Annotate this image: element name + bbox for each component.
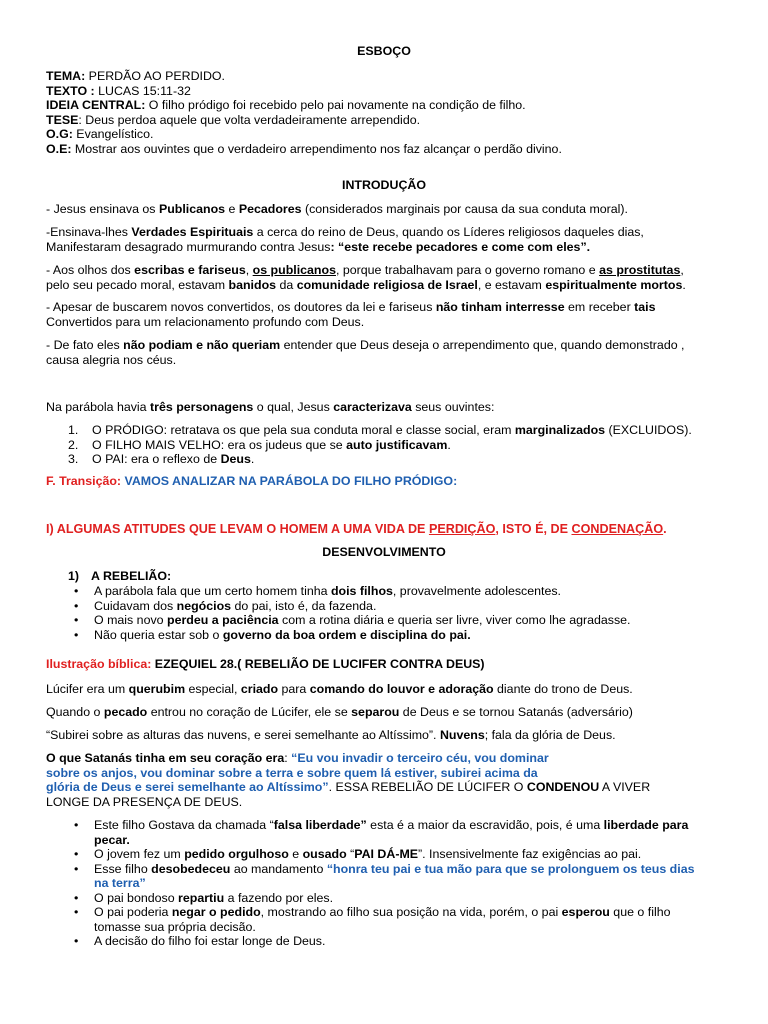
list-item: • O jovem fez um pedido orgulhoso e ousado “PAI DÁ-ME”. Insensivelmente faz exigências ao pai. [74, 847, 642, 861]
list-item: • A decisão do filho foi estar longe de Deus. [74, 934, 326, 948]
intro-paragraph-5: - De fato eles não podiam e não queriam entender que Deus deseja o arrependimento que, quando demonstrado , causa alegria nos céus. [46, 338, 685, 367]
parabola-intro: Na parábola havia três personagens o qual, Jesus caracterizava seus ouvintes: [46, 400, 495, 414]
texto-line: TEXTO : LUCAS 15:11-32 [46, 83, 191, 98]
list-item: • O mais novo perdeu a paciência com a rotina diária e queria ser livre, viver como lhe agradasse. [74, 613, 631, 627]
ilustracao-line: Ilustração bíblica: EZEQUIEL 28.( REBELIÃO DE LUCIFER CONTRA DEUS) [46, 657, 485, 671]
lucifer-paragraph-1: Lúcifer era um querubim especial, criado para comando do louvor e adoração diante do trono de Deus. [46, 682, 633, 696]
og-line: O.G: Evangelístico. [46, 127, 154, 141]
intro-paragraph-4: - Apesar de buscarem novos convertidos, os doutores da lei e fariseus não tinham interresse em receber tais Convertidos para um relacionamento profundo com Deus. [46, 300, 656, 329]
intro-paragraph-3: - Aos olhos dos escribas e fariseus, os publicanos, porque trabalhavam para o governo romano e as prostitutas, pelo seu pecado moral, estavam banidos da comunidade religiosa de Israel, e estavam espiritualmente mortos. [46, 263, 686, 292]
intro-paragraph-2: -Ensinava-lhes Verdades Espirituais a cerca do reino de Deus, quando os Líderes religiosos daqueles dias, Manifestaram desagrado murmurando contra Jesus: “este recebe pecadores e come com eles”. [46, 225, 644, 254]
oe-line: O.E: Mostrar aos ouvintes que o verdadeiro arrependimento nos faz alcançar o perdão divino. [46, 141, 562, 156]
rebeliao-heading: 1) A REBELIÃO: [68, 569, 172, 583]
list-item: 3. O PAI: era o reflexo de Deus. [68, 452, 255, 466]
desenvolvimento-heading: DESENVOLVIMENTO [322, 545, 446, 559]
lucifer-paragraph-2: Quando o pecado entrou no coração de Lúcifer, ele se separou de Deus e se tornou Satanás (adversário) [46, 705, 633, 719]
introducao-heading: INTRODUÇÃO [342, 178, 426, 192]
list-item: • Esse filho desobedeceu ao mandamento “honra teu pai e tua mão para que se prolonguem os teus dias na terra” [74, 861, 695, 890]
ideia-line: IDEIA CENTRAL: O filho pródigo foi recebido pelo pai novamente na condição de filho. [46, 98, 526, 112]
transicao-line: F. Transição: VAMOS ANALIZAR NA PARÁBOLA DO FILHO PRÓDIGO: [46, 474, 458, 488]
tese-line: TESE: Deus perdoa aquele que volta verdadeiramente arrependido. [46, 112, 421, 127]
list-item: • A parábola fala que um certo homem tinha dois filhos, provavelmente adolescentes. [74, 584, 561, 598]
intro-paragraph-1: - Jesus ensinava os Publicanos e Pecadores (considerados marginais por causa da sua conduta moral). [46, 202, 628, 216]
list-item: • Cuidavam dos negócios do pai, isto é, da fazenda. [74, 598, 377, 613]
list-item: 1. O PRÓDIGO: retratava os que pela sua conduta moral e classe social, eram marginalizados (EXCLUIDOS). [68, 423, 692, 437]
document-title: ESBOÇO [357, 44, 411, 58]
lucifer-paragraph-4: O que Satanás tinha em seu coração era: “Eu vou invadir o terceiro céu, vou dominar sobre os anjos, vou dominar sobre a terra e sobre quem lá estiver, subirei acima da glória de Deus e serei semelhante ao Altíssimo”. ESSA REBELIÃO DE LÚCIFER O CONDENOU A VIVER LONGE DA PRESENÇA DE DEUS. [46, 751, 651, 809]
rebeliao-list [74, 584, 734, 642]
personagens-list [68, 423, 692, 467]
list-item: • Não queria estar sob o governo da boa ordem e disciplina do pai. [74, 627, 471, 642]
list-item: 2. O FILHO MAIS VELHO: era os judeus que se auto justificavam. [68, 437, 451, 452]
list-item: • Este filho Gostava da chamada “falsa liberdade” esta é a maior da escravidão, pois, é uma liberdade para pecar. [74, 818, 689, 847]
list-item: • O pai poderia negar o pedido, mostrando ao filho sua posição na vida, porém, o pai esperou que o filho tomasse sua própria decisão. [74, 905, 671, 934]
header-block [46, 69, 726, 156]
lucifer-paragraph-3: “Subirei sobre as alturas das nuvens, e serei semelhante ao Altíssimo”. Nuvens; fala da glória de Deus. [46, 728, 616, 742]
filho-list [74, 818, 734, 949]
secao-1-heading: I) ALGUMAS ATITUDES QUE LEVAM O HOMEM A UMA VIDA DE PERDIÇÃO, ISTO É, DE CONDENAÇÃO. [46, 522, 667, 536]
tema-line: TEMA: PERDÃO AO PERDIDO. [46, 69, 226, 83]
list-item: • O pai bondoso repartiu a fazendo por eles. [74, 890, 334, 905]
